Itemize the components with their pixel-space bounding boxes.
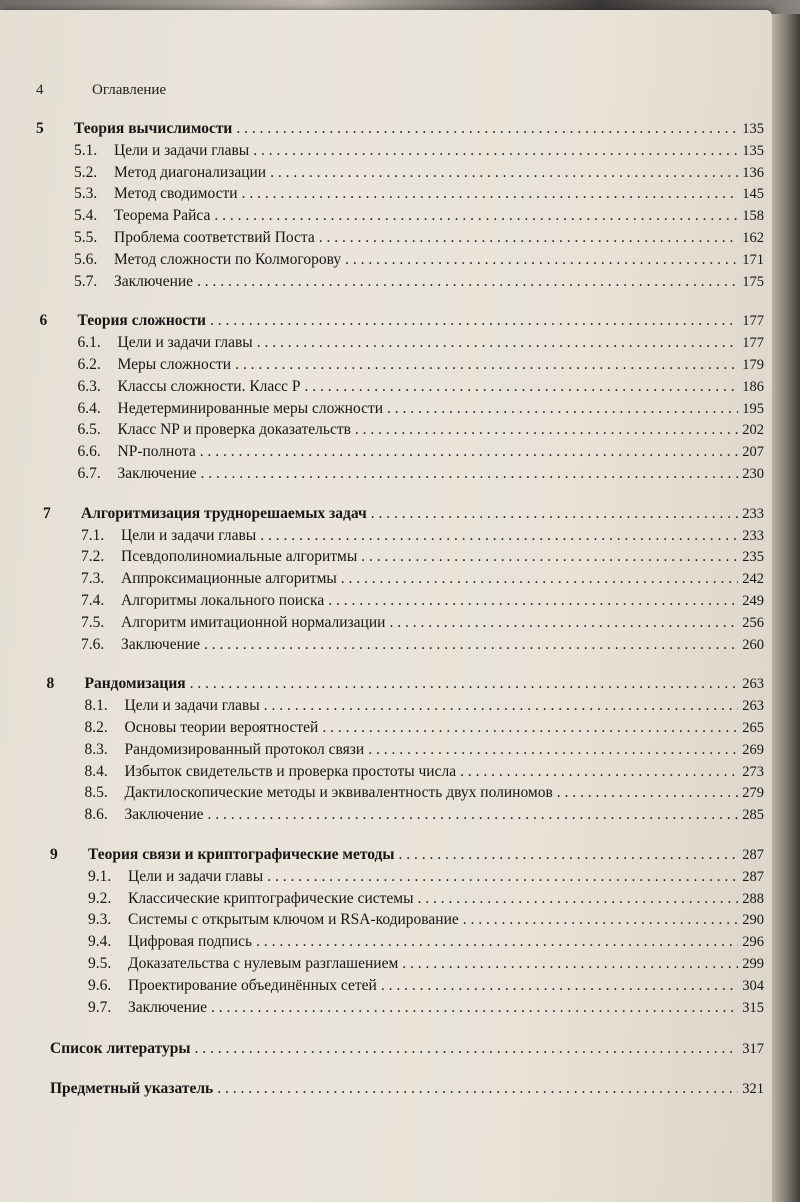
section-title: Классические криптографические системы	[128, 889, 414, 907]
chapter-row	[50, 844, 764, 866]
page-reference: 287	[742, 868, 764, 885]
section-title: Основы теории вероятностей	[124, 719, 319, 736]
section-title: Проектирование объединённых сетей	[128, 976, 377, 994]
section-number: 7.3.	[81, 570, 105, 588]
section-row	[78, 441, 765, 463]
dot-leader	[463, 909, 738, 931]
section-number: 6.7.	[77, 465, 101, 482]
section-number: 9.4.	[88, 933, 112, 951]
dot-leader	[200, 441, 739, 463]
section-row	[74, 249, 764, 271]
section-row	[85, 782, 765, 804]
section-number: 6.2.	[77, 356, 101, 373]
dot-leader	[328, 590, 738, 612]
section-number: 9.7.	[88, 998, 112, 1016]
chapter-row	[47, 673, 765, 695]
dot-leader	[257, 332, 739, 354]
section-title: Аппроксимационные алгоритмы	[121, 570, 337, 588]
dot-leader	[211, 997, 738, 1019]
page-reference: 285	[742, 807, 764, 824]
dot-leader	[460, 761, 738, 783]
dot-leader	[345, 249, 738, 271]
page-reference: 269	[742, 741, 764, 758]
section-number: 6.1.	[77, 334, 101, 352]
section-number: 7.4.	[81, 592, 105, 609]
page-reference: 207	[742, 444, 764, 461]
dot-leader	[399, 844, 739, 866]
section-number: 5.7.	[74, 272, 98, 290]
page-reference: 256	[742, 614, 764, 631]
page-reference: 136	[742, 164, 764, 181]
section-number: 7.6.	[81, 635, 105, 653]
section-title: Алгоритмы локального поиска	[121, 592, 325, 609]
dot-leader	[368, 739, 738, 761]
page-reference: 242	[742, 571, 764, 588]
section-row	[81, 525, 764, 547]
section-row	[85, 739, 765, 761]
section-number: 9.1.	[88, 867, 112, 885]
section-row	[85, 804, 765, 826]
chapter-title: Теория сложности	[77, 312, 206, 330]
dot-leader	[204, 634, 738, 656]
section-row	[78, 398, 765, 420]
section-title: Цели и задачи главы	[124, 697, 260, 715]
section-number: 7.1.	[81, 526, 105, 544]
section-row	[85, 695, 765, 717]
chapter-number: 7	[43, 504, 51, 522]
section-title: Заключение	[124, 806, 204, 824]
dot-leader	[381, 975, 738, 997]
dot-leader	[387, 398, 738, 420]
section-title: Недетерминированные меры сложности	[117, 399, 384, 417]
section-title: Дактилоскопические методы и эквивалентность двух полиномов	[124, 784, 553, 802]
dot-leader	[341, 568, 738, 590]
section-title: Заключение	[121, 635, 201, 653]
section-row	[85, 761, 765, 783]
page-reference: 304	[742, 977, 764, 994]
chapter-row	[43, 503, 764, 525]
dot-leader	[236, 118, 738, 140]
dot-leader	[201, 463, 739, 485]
page-reference: 273	[742, 763, 764, 780]
section-title: Метод сложности по Колмогорову	[114, 250, 342, 268]
section-row	[81, 568, 764, 590]
section-title: Псевдополиномиальные алгоритмы	[121, 548, 358, 566]
back-matter-row	[50, 1038, 764, 1060]
dot-leader	[267, 866, 738, 888]
chapter-row	[40, 310, 765, 332]
section-row	[88, 909, 764, 931]
page-reference: 202	[742, 422, 764, 439]
chapter-row	[36, 118, 764, 140]
section-title: Заключение	[128, 998, 208, 1016]
running-head-title: Оглавление	[92, 82, 167, 98]
chapter-title: Теория вычислимости	[74, 120, 233, 137]
section-title: Проблема соответствий Поста	[114, 229, 315, 246]
page-reference: 162	[742, 230, 764, 246]
page-reference: 233	[742, 527, 764, 544]
page-reference: 287	[742, 847, 764, 863]
section-number: 8.2.	[84, 719, 108, 736]
dot-leader	[389, 612, 738, 634]
section-row	[88, 975, 764, 997]
section-number: 8.3.	[84, 740, 108, 758]
section-number: 5.5.	[74, 229, 98, 246]
page-reference: 177	[742, 313, 764, 330]
section-number: 8.4.	[84, 762, 108, 780]
section-number: 6.4.	[77, 399, 101, 417]
page-reference: 177	[742, 335, 764, 352]
section-title: Заключение	[117, 465, 197, 482]
back-matter-row	[50, 1078, 764, 1100]
page-reference: 230	[742, 466, 764, 482]
dot-leader	[371, 503, 738, 525]
section-number: 6.3.	[77, 377, 101, 395]
section-row	[88, 931, 764, 953]
section-row	[81, 546, 764, 568]
section-row	[88, 953, 764, 975]
page-reference: 321	[742, 1081, 764, 1098]
chapter-number: 8	[46, 675, 55, 693]
dot-leader	[210, 310, 738, 332]
page-reference: 171	[742, 251, 764, 268]
dot-leader	[214, 205, 738, 227]
section-row	[81, 612, 764, 634]
chapter-title: Рандомизация	[84, 675, 186, 693]
section-row	[88, 997, 764, 1019]
section-number: 8.1.	[84, 697, 108, 715]
chapter-number: 5	[36, 120, 44, 137]
section-row	[74, 140, 764, 162]
page-reference: 260	[742, 636, 764, 653]
page-reference: 175	[742, 273, 764, 290]
page-reference: 235	[742, 549, 764, 566]
page-reference: 290	[742, 912, 764, 929]
section-number: 6.6.	[77, 443, 101, 461]
section-title: Меры сложности	[117, 356, 232, 373]
dot-leader	[322, 717, 738, 739]
section-number: 7.5.	[81, 613, 105, 631]
section-title: Класс NP и проверка доказательств	[117, 421, 351, 439]
dot-leader	[270, 162, 738, 184]
page-reference: 195	[742, 400, 764, 417]
chapter-number: 9	[50, 846, 58, 863]
back-matter-title: Предметный указатель	[50, 1080, 214, 1098]
section-number: 9.3.	[88, 911, 112, 929]
page-reference: 249	[742, 593, 764, 609]
section-row	[81, 634, 764, 656]
section-number: 8.6.	[84, 806, 108, 824]
page-reference: 135	[742, 142, 764, 159]
section-number: 8.5.	[84, 784, 108, 802]
section-title: Цифровая подпись	[128, 933, 253, 951]
section-number: 5.3.	[74, 185, 98, 203]
dot-leader	[208, 804, 739, 826]
page-reference: 263	[742, 698, 764, 715]
section-title: Избыток свидетельств и проверка простоты числа	[124, 762, 457, 780]
section-number: 5.6.	[74, 250, 98, 268]
dot-leader	[260, 525, 738, 547]
dot-leader	[190, 673, 739, 695]
chapter-number: 6	[39, 312, 48, 330]
dot-leader	[264, 695, 739, 717]
dot-leader	[194, 1038, 738, 1060]
section-row	[78, 463, 765, 485]
dot-leader	[355, 419, 738, 441]
page-reference: 179	[742, 357, 764, 373]
section-row	[78, 332, 765, 354]
dot-leader	[256, 931, 738, 953]
section-row	[81, 590, 764, 612]
page-reference: 135	[742, 121, 764, 137]
section-row	[78, 354, 765, 376]
section-row	[78, 419, 765, 441]
section-title: Цели и задачи главы	[114, 141, 250, 159]
section-number: 9.5.	[88, 955, 112, 972]
page-reference: 299	[742, 956, 764, 972]
section-title: Рандомизированный протокол связи	[124, 740, 365, 758]
page-reference: 288	[742, 890, 764, 907]
dot-leader	[305, 376, 739, 398]
section-title: Заключение	[114, 272, 194, 290]
section-number: 9.2.	[88, 889, 112, 907]
section-row	[74, 183, 764, 205]
section-title: Теорема Райса	[114, 207, 211, 225]
dot-leader	[235, 354, 738, 376]
section-row	[88, 866, 764, 888]
book-edge	[772, 14, 800, 1202]
dot-leader	[242, 183, 739, 205]
section-number: 5.2.	[74, 163, 98, 181]
section-title: Метод диагонализации	[114, 163, 267, 181]
section-title: Классы сложности. Класс P	[117, 377, 301, 395]
section-title: Системы с открытым ключом и RSA-кодирование	[128, 911, 459, 929]
page-reference: 265	[742, 720, 764, 736]
section-number: 5.1.	[74, 141, 98, 159]
chapter-title: Алгоритмизация труднорешаемых задач	[81, 504, 367, 522]
section-row	[74, 271, 764, 293]
page-reference: 279	[742, 785, 764, 802]
page-reference: 186	[742, 378, 764, 395]
section-row	[88, 888, 764, 910]
page-reference: 233	[742, 505, 764, 522]
section-title: Доказательства с нулевым разглашением	[128, 955, 399, 972]
section-row	[74, 162, 764, 184]
page-number: 4	[36, 82, 44, 98]
section-title: Цели и задачи главы	[117, 334, 253, 352]
section-number: 9.6.	[88, 976, 112, 994]
section-row	[74, 205, 764, 227]
back-matter-title: Список литературы	[50, 1040, 191, 1058]
page-reference: 158	[742, 208, 764, 225]
dot-leader	[319, 227, 738, 249]
page-reference: 263	[742, 676, 764, 693]
section-row	[78, 376, 765, 398]
page-reference: 317	[742, 1041, 764, 1058]
dot-leader	[253, 140, 738, 162]
dot-leader	[557, 782, 738, 804]
section-title: Цели и задачи главы	[121, 526, 257, 544]
dot-leader	[217, 1078, 738, 1100]
section-number: 6.5.	[77, 421, 101, 439]
dot-leader	[361, 546, 738, 568]
section-title: Алгоритм имитационной нормализации	[121, 613, 386, 631]
section-row	[74, 227, 764, 249]
running-head	[36, 82, 166, 99]
section-number: 7.2.	[81, 548, 105, 566]
section-row	[85, 717, 765, 739]
dot-leader	[402, 953, 738, 975]
section-number: 5.4.	[74, 207, 98, 225]
section-title: Цели и задачи главы	[128, 867, 264, 885]
chapter-title: Теория связи и криптографические методы	[88, 846, 395, 863]
page-reference: 145	[742, 186, 764, 203]
page-reference: 315	[742, 999, 764, 1016]
page-reference: 296	[742, 934, 764, 951]
dot-leader	[197, 271, 738, 293]
section-title: Метод сводимости	[114, 185, 238, 203]
book-page	[0, 10, 772, 1202]
dot-leader	[418, 888, 739, 910]
section-title: NP-полнота	[117, 443, 196, 461]
